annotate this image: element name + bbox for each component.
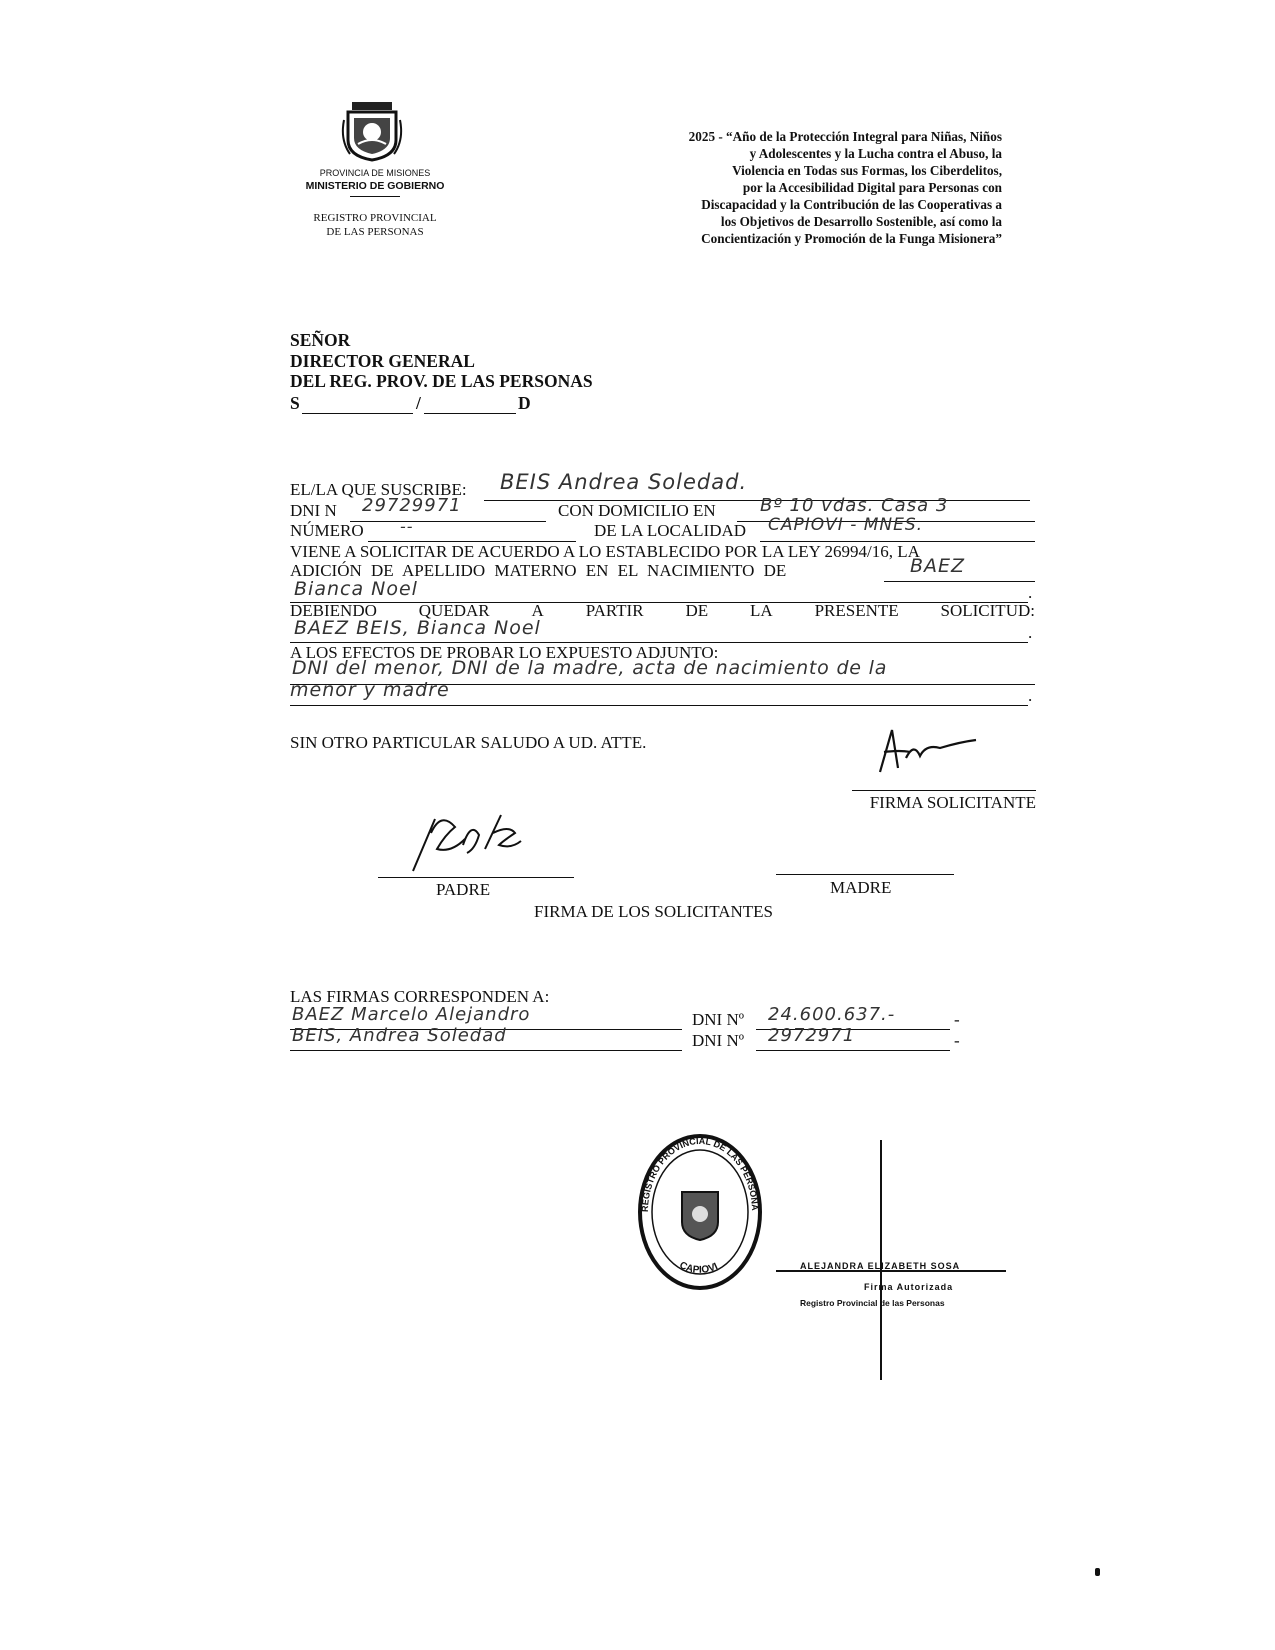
period: . [1028, 583, 1033, 602]
motto-line: 2025 - “Año de la Protección Integral para Niñas, Niños [688, 129, 1002, 144]
nacimiento-value-1[interactable]: BAEZ [910, 555, 966, 577]
addressee-line: DIRECTOR GENERAL [290, 350, 475, 371]
dash: - [954, 1031, 960, 1050]
quedar-word: DE [685, 601, 709, 620]
quedar-value-row [290, 617, 1035, 645]
motto-line: y Adolescentes y la Lucha contra el Abuso, la [749, 146, 1002, 161]
localidad-label: DE LA LOCALIDAD [594, 521, 747, 540]
header-divider [350, 196, 400, 197]
quedar-word: LA [750, 601, 773, 620]
addressee-block [290, 330, 593, 392]
madre-label: MADRE [830, 878, 892, 897]
scan-speck [1095, 1568, 1100, 1576]
sd-line [290, 393, 550, 415]
signer-dni-value[interactable]: 2972971 [768, 1025, 856, 1046]
svg-text:CAPIOVI [678, 1260, 720, 1276]
authorized-signature-vertical-stroke [880, 1140, 882, 1380]
seal-text-top: REGISTRO PROVINCIAL DE LAS PERSONA [639, 1135, 761, 1213]
addressee-line: DEL REG. PROV. DE LAS PERSONAS [290, 371, 593, 391]
signer-row [290, 1025, 970, 1053]
authorized-signature-org: Registro Provincial de las Personas [800, 1298, 945, 1308]
firma-solicitantes-label: FIRMA DE LOS SOLICITANTES [534, 902, 774, 921]
signer-name[interactable]: BEIS, Andrea Soledad [292, 1025, 507, 1046]
correspond-label: LAS FIRMAS CORRESPONDEN A: [290, 987, 550, 1006]
motto-line: Discapacidad y la Contribución de las Cooperativas a [701, 197, 1002, 212]
signer-dni-value[interactable]: 24.600.637.- [768, 1004, 896, 1025]
adjunto-value-1[interactable]: DNI del menor, DNI de la madre, acta de nacimiento de la [292, 657, 888, 679]
authorized-signature-name: ALEJANDRA ELIZABETH SOSA [800, 1261, 961, 1271]
quedar-word: QUEDAR [418, 601, 490, 620]
suscribe-label: EL/LA QUE SUSCRIBE: [290, 480, 467, 499]
year-motto [540, 128, 1002, 247]
adjunto-value-2[interactable]: menor y madre [290, 679, 450, 701]
solicitante-signature-line [852, 790, 1036, 791]
law-line-1: VIENE A SOLICITAR DE ACUERDO A LO ESTABLECIDO POR LA LEY 26994/16, LA [290, 542, 920, 561]
s-letter: S [290, 393, 300, 413]
motto-line: Violencia en Todas sus Formas, los Ciberdelitos, [732, 163, 1002, 178]
localidad-value[interactable]: CAPIOVI - MNES. [768, 515, 924, 535]
addressee-line: SEÑOR [290, 330, 351, 350]
madre-signature-line [776, 874, 954, 875]
period: . [1028, 623, 1033, 642]
quedar-word: PARTIR [585, 601, 644, 620]
dni-value[interactable]: 29729971 [362, 495, 462, 516]
period: . [1028, 686, 1033, 705]
domicilio-value[interactable]: Bº 10 vdas. Casa 3 [760, 495, 949, 516]
sd-slash: / [416, 393, 421, 413]
firma-solicitante-label: FIRMA SOLICITANTE [869, 793, 1036, 812]
official-seal-stamp [634, 1132, 766, 1292]
motto-line: por la Accesibilidad Digital para Personas con [742, 180, 1002, 195]
motto-line: los Objetivos de Desarrollo Sostenible, así como la [720, 214, 1002, 229]
registry-line-2: DE LAS PERSONAS [326, 226, 424, 238]
numero-value[interactable]: -- [400, 517, 414, 536]
numero-row [290, 515, 1035, 543]
signer-name[interactable]: BAEZ Marcelo Alejandro [292, 1004, 531, 1025]
province-name: PROVINCIA DE MISIONES [319, 168, 431, 178]
solicitante-signature-mark [870, 722, 980, 787]
padre-label: PADRE [436, 880, 491, 899]
quedar-word: DEBIENDO [290, 601, 377, 620]
motto-line: Concientización y Promoción de la Funga Misionera” [701, 231, 1002, 246]
nacimiento-value-2[interactable]: Bianca Noel [294, 578, 418, 600]
suscribe-value[interactable]: BEIS Andrea Soledad. [500, 470, 748, 494]
quedar-word: SOLICITUD: [940, 601, 1035, 620]
d-letter: D [518, 393, 531, 413]
closing-text: SIN OTRO PARTICULAR SALUDO A UD. ATTE. [290, 733, 647, 752]
seal-text-bottom: CAPIOVI [677, 1259, 720, 1276]
quedar-value[interactable]: BAEZ BEIS, Bianca Noel [294, 617, 541, 639]
signer-dni-label: DNI Nº [692, 1010, 745, 1029]
coat-of-arms-logo [340, 100, 404, 162]
dash: - [954, 1010, 960, 1029]
quedar-word: PRESENTE [814, 601, 899, 620]
domicilio-label: CON DOMICILIO EN [558, 501, 716, 520]
padre-signature-line [378, 877, 574, 878]
law-line-2: ADICIÓN DE APELLIDO MATERNO EN EL NACIMIENTO DE [290, 561, 787, 580]
adjunto-row-2 [290, 679, 1035, 708]
authorized-signature-role: Firma Autorizada [864, 1282, 954, 1292]
dni-label: DNI N [290, 501, 337, 520]
ministry-name: MINISTERIO DE GOBIERNO [305, 180, 445, 192]
registry-line-1: REGISTRO PROVINCIAL [313, 212, 437, 224]
signer-dni-label: DNI Nº [692, 1031, 745, 1050]
efectos-label: A LOS EFECTOS DE PROBAR LO EXPUESTO ADJUNTO: [290, 643, 719, 662]
numero-label: NÚMERO [290, 521, 364, 540]
padre-signature-mark [405, 805, 535, 880]
quedar-word: A [531, 601, 544, 620]
